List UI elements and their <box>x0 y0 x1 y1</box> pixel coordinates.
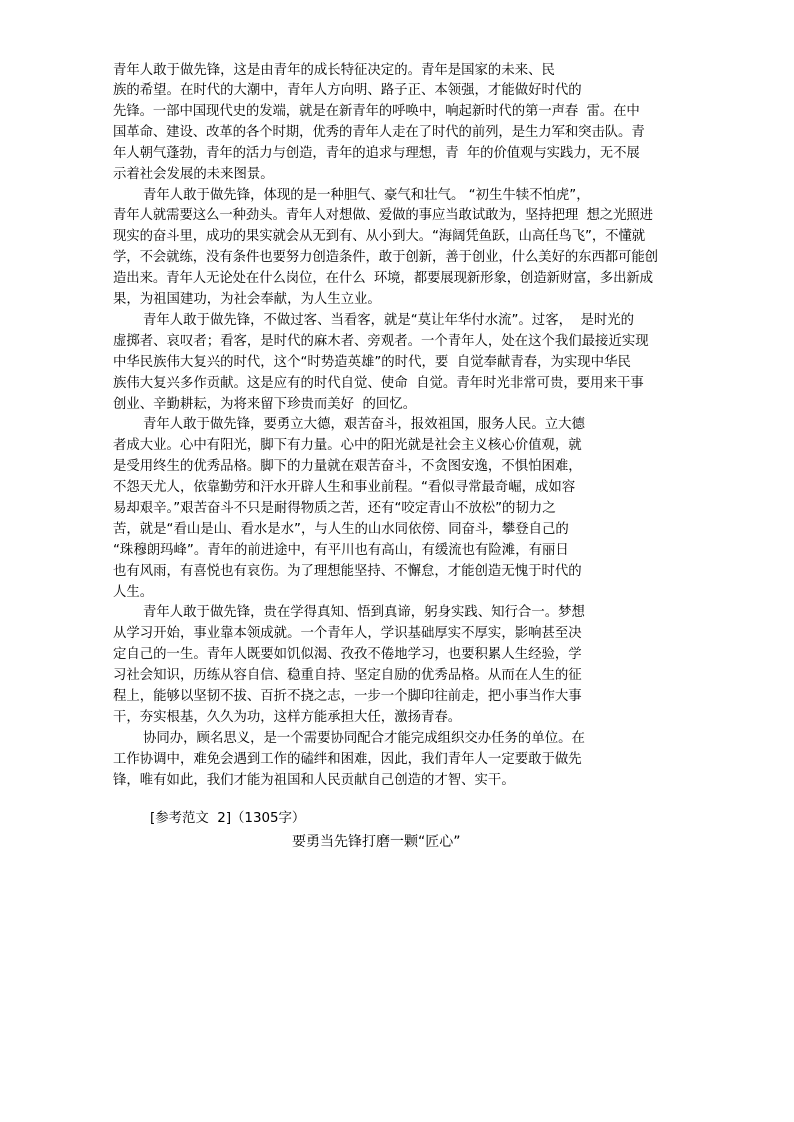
text-line: 青年人敢于做先锋，这是由青年的成长特征决定的。青年是国家的未来、民 <box>113 63 555 78</box>
text-line: 青年人敢于做先锋，体现的是一种胆气、豪气和壮气。 “初生牛犊不怕虎”， <box>143 188 590 203</box>
text-line: “珠穆朗玛峰”。青年的前进途中，有平川也有高山，有缓流也有险滩，有丽日 <box>113 543 569 558</box>
text-line: 先锋。一部中国现代史的发端，就是在新青年的呼唤中，响起新时代的第一声春 雷。在中 <box>113 104 640 119</box>
text-line: 年人朝气蓬勃，青年的活力与创造，青年的追求与理想，青 年的价值观与实践力，无不展 <box>113 146 640 161</box>
text-line: 者成大业。心中有阳光，脚下有力量。心中的阳光就是社会主义核心价值观，就 <box>113 438 582 453</box>
text-line: 程上，能够以坚韧不拔、百折不挠之志，一步一个脚印往前走，把小事当作大事 <box>113 689 582 704</box>
text-line: 工作协调中，难免会遇到工作的磕绊和困难，因此，我们青年人一定要敢于做先 <box>113 752 582 767</box>
text-line: 示着社会发展的未来图景。 <box>113 167 274 182</box>
text-line: 学，不会就练，没有条件也要努力创造条件，敢于创新，善于创业，什么美好的东西都可能创 <box>113 250 658 265</box>
text-line: 易却艰辛。”艰苦奋斗不只是耐得物质之苦，还有“咬定青山不放松”的韧力之 <box>113 501 556 516</box>
text-line: 现实的奋斗里，成功的果实就会从无到有、从小到大。“海阔凭鱼跃，山高任鸟飞”，不懂就 <box>113 229 646 244</box>
text-line: 干，夯实根基，久久为功，这样方能承担大任，激扬青春。 <box>113 710 462 725</box>
text-line: 青年人敢于做先锋，贵在学得真知、悟到真谛，躬身实践、知行合一。梦想 <box>143 605 585 620</box>
text-line: 从学习开始，事业靠本领成就。一个青年人，学识基础厚实不厚实，影响甚至决 <box>113 626 582 641</box>
text-line: 锋，唯有如此，我们才能为祖国和人民贡献自己创造的才智、实干。 <box>113 773 515 788</box>
text-line: 国革命、建设、改革的各个时期，优秀的青年人走在了时代的前列，是生力军和突击队。青 <box>113 125 645 140</box>
reference-essay-title: 要勇当先锋打磨一颗“匠心” <box>292 834 461 850</box>
text-line: 果，为祖国建功，为社会奉献，为人生立业。 <box>113 292 381 307</box>
text-line: 创业、辛勤耕耘，为将来留下珍贵而美好 的回忆。 <box>113 397 417 412</box>
text-line: 青年人敢于做先锋，不做过客、当看客，就是“莫让年华付水流”。过客， 是时光的 <box>143 313 635 328</box>
text-line: 族的希望。在时代的大潮中，青年人方向明、路子正、本领强，才能做好时代的 <box>113 83 582 98</box>
reference-essay-label: [参考范文 2]（1305字） <box>150 811 306 826</box>
text-line: 也有风雨，有喜悦也有哀伤。为了理想能坚持、不懈怠，才能创造无愧于时代的 <box>113 564 582 579</box>
text-line: 造出来。青年人无论处在什么岗位，在什么 环境，都要展现新形象，创造新财富，多出新成 <box>113 271 653 286</box>
text-line: 青年人就需要这么一种劲头。青年人对想做、爱做的事应当敢试敢为，坚持把理 想之光照进 <box>113 208 653 223</box>
text-line: 人生。 <box>113 585 154 600</box>
text-line: 习社会知识，历练从容自信、稳重自持、坚定自励的优秀品格。从而在人生的征 <box>113 668 582 683</box>
text-line: 是受用终生的优秀品格。脚下的力量就在艰苦奋斗，不贪图安逸，不惧怕困难， <box>113 459 582 474</box>
text-line: 苦，就是“看山是山、看水是水”，与人生的山水同依傍、同奋斗，攀登自己的 <box>113 522 569 537</box>
text-line: 族伟大复兴多作贡献。这是应有的时代自觉、使命 自觉。青年时光非常可贵，要用来干事 <box>113 376 644 391</box>
text-line: 虚掷者、哀叹者；看客，是时代的麻木者、旁观者。一个青年人，处在这个我们最接近实现 <box>113 334 649 349</box>
text-line: 协同办，顾名思义，是一个需要协同配合才能完成组织交办任务的单位。在 <box>143 731 585 746</box>
text-line: 不怨天尤人，依靠勤劳和汗水开辟人生和事业前程。“看似寻常最奇崛，成如容 <box>113 480 576 495</box>
text-line: 青年人敢于做先锋，要勇立大德，艰苦奋斗，报效祖国，服务人民。立大德 <box>143 417 585 432</box>
text-line: 定自己的一生。青年人既要如饥似渴、孜孜不倦地学习，也要积累人生经验，学 <box>113 647 582 662</box>
text-line: 中华民族伟大复兴的时代，这个“时势造英雄”的时代，要 自觉奉献青春，为实现中华民 <box>113 355 631 370</box>
